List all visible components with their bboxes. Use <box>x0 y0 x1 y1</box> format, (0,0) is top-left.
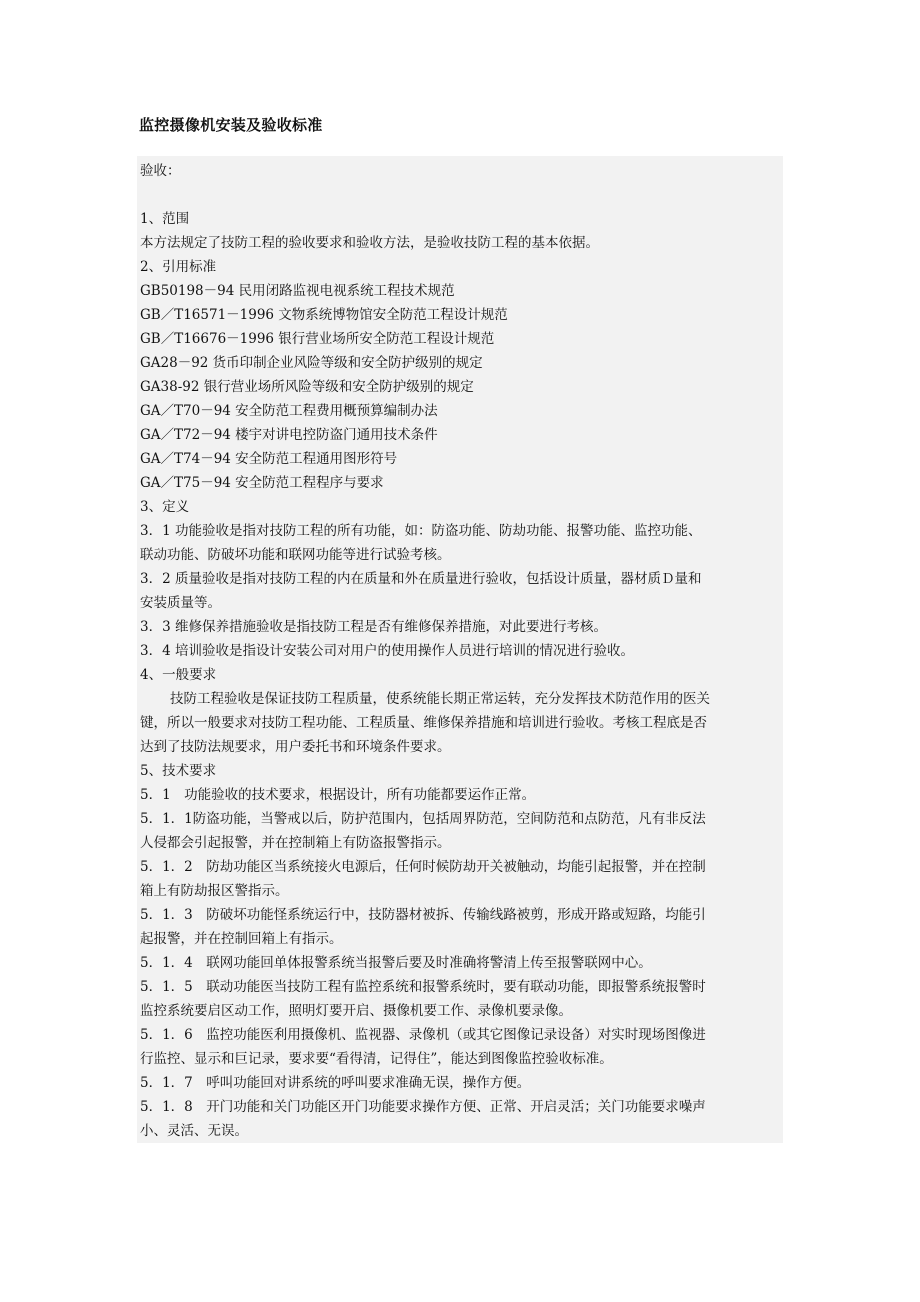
section-heading: 3、定义 <box>140 499 190 515</box>
paragraph-line: 5．1．2 防劫功能区当系统接火电源后，任何时候防劫开关被触动，均能引起报警，并在控制 <box>140 859 706 875</box>
paragraph-line: 5．1．6 监控功能医利用摄像机、监视器、录像机（或其它图像记录设备）对实时现场图像进 <box>140 1027 706 1043</box>
paragraph-line: 3．4 培训验收是指设计安装公司对用户的使用操作人员进行培训的情况进行验收。 <box>140 643 634 659</box>
paragraph-line: 3．3 维修保养措施验收是指技防工程是否有维修保养措施，对此要进行考核。 <box>140 619 607 635</box>
paragraph-line: 箱上有防劫报区警指示。 <box>140 883 289 899</box>
standard-item: GB／T16676－1996 银行营业场所安全防范工程设计规范 <box>140 331 495 347</box>
section-heading: 2、引用标准 <box>140 259 217 275</box>
paragraph-line: 3．2 质量验收是指对技防工程的内在质量和外在质量进行验收，包括设计质量，器材质Ｄ量和 <box>140 571 702 587</box>
paragraph-line: 5．1．1防盗功能，当警戒以后，防护范围内，包括周界防范，空间防范和点防范，凡有非反法 <box>140 811 706 827</box>
section-heading: 1、范围 <box>140 211 190 227</box>
paragraph-line: 行监控、显示和巨记录，要求要“看得清，记得住”，能达到图像监控验收标准。 <box>140 1051 613 1067</box>
standard-item: GA／T72－94 楼宇对讲电控防盗门通用技术条件 <box>140 427 438 443</box>
paragraph-line: 安装质量等。 <box>140 595 221 611</box>
section-heading: 4、一般要求 <box>140 667 217 683</box>
section-heading: 5、技术要求 <box>140 763 217 779</box>
paragraph-line: 5．1．7 呼叫功能回对讲系统的呼叫要求准确无误，操作方便。 <box>140 1075 531 1091</box>
intro-line: 验收： <box>140 163 181 179</box>
blank-line <box>140 183 781 207</box>
paragraph-line: 小、灵活、无误。 <box>140 1123 248 1139</box>
paragraph-line: 5．1．4 联网功能回单体报警系统当报警后要及时准确将警清上传至报警联网中心。 <box>140 955 652 971</box>
standard-item: GA28－92 货币印制企业风险等级和安全防护级别的规定 <box>140 355 483 371</box>
standard-item: GA／T74－94 安全防范工程通用图形符号 <box>140 451 398 467</box>
paragraph-line: 5．1．8 开门功能和关门功能区开门功能要求操作方便、正常、开启灵活；关门功能要求噪声 <box>140 1099 706 1115</box>
standard-item: GA38-92 银行营业场所风险等级和安全防护级别的规定 <box>140 379 474 395</box>
standard-item: GA／T70－94 安全防范工程费用概预算编制办法 <box>140 403 438 419</box>
paragraph-line: 人侵都会引起报警，并在控制箱上有防盗报警指示。 <box>140 835 451 851</box>
paragraph-line: 监控系统要启区动工作，照明灯要开启、摄像机要工作、录像机要录像。 <box>140 1003 572 1019</box>
standard-item: GB50198－94 民用闭路监视电视系统工程技术规范 <box>140 283 455 299</box>
paragraph-line: 起报警，并在控制回箱上有指示。 <box>140 931 343 947</box>
paragraph-line: 5．1．5 联动功能医当技防工程有监控系统和报警系统时，要有联动功能，即报警系统报警时 <box>140 979 706 995</box>
paragraph-line: 键，所以一般要求对技防工程功能、工程质量、维修保养措施和培训进行验收。考核工程底是否 <box>140 715 707 731</box>
paragraph-line: 技防工程验收是保证技防工程质量，使系统能长期正常运转，充分发挥技术防范作用的医关 <box>170 691 710 707</box>
paragraph-line: 5．1．3 防破坏功能怪系统运行中，技防器材被拆、传输线路被剪，形成开路或短路，均能引 <box>140 907 706 923</box>
paragraph-line: 本方法规定了技防工程的验收要求和验收方法，是验收技防工程的基本依据。 <box>140 235 599 251</box>
paragraph-line: 达到了技防法规要求，用户委托书和环境条件要求。 <box>140 739 451 755</box>
paragraph-line: 5．1 功能验收的技术要求，根据设计，所有功能都要运作正常。 <box>140 787 536 803</box>
standard-item: GB／T16571－1996 文物系统博物馆安全防范工程设计规范 <box>140 307 508 323</box>
document-body <box>137 156 783 1143</box>
standard-item: GA／T75－94 安全防范工程程序与要求 <box>140 475 384 491</box>
paragraph-line: 3．1 功能验收是指对技防工程的所有功能，如：防盗功能、防劫功能、报警功能、监控功能、 <box>140 523 702 539</box>
page-title: 监控摄像机安装及验收标准 <box>139 116 323 134</box>
paragraph-line: 联动功能、防破坏功能和联网功能等进行试验考核。 <box>140 547 451 563</box>
